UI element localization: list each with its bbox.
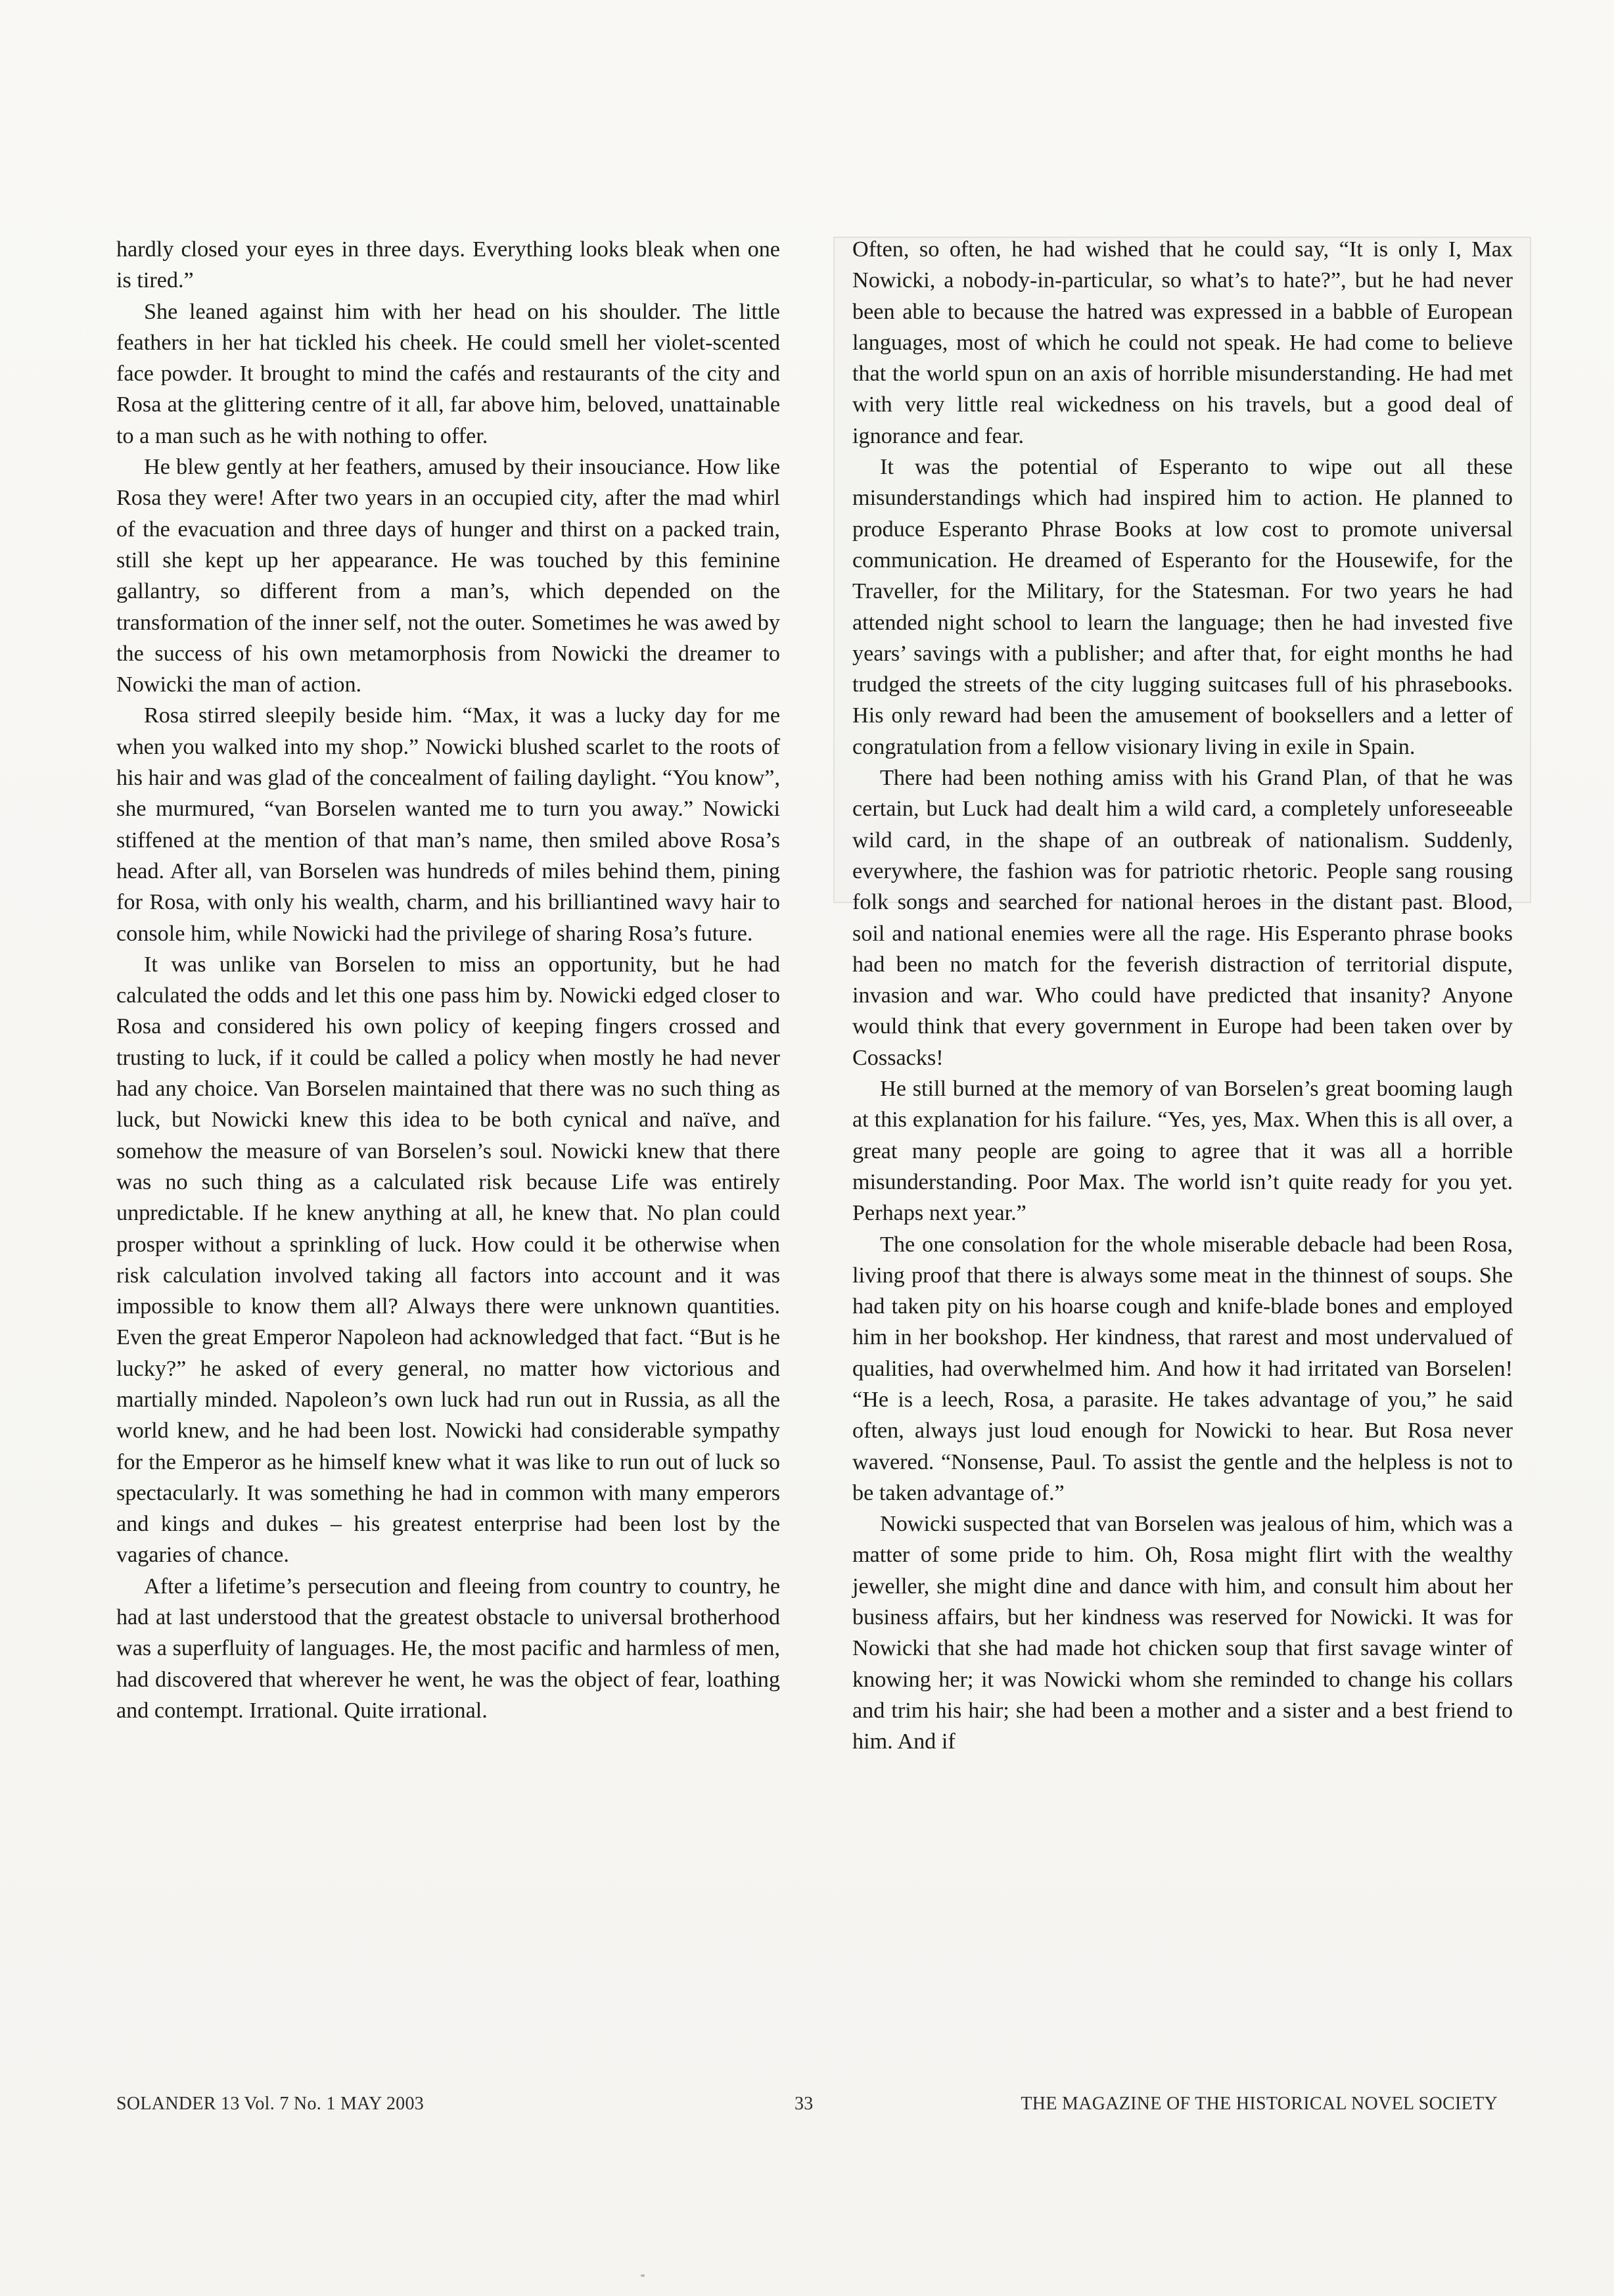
scan-speck	[641, 2274, 645, 2277]
right-paragraph-3: There had been nothing amiss with his Grand Plan, of that he was certain, but Luck had dealt him a wild card, a completely unforeseeable wild card, in the shape of an outbreak of nationalism. Suddenly, everywhere, the fashion was for patriotic rhetoric. People sang rousing folk songs and searched for national heroes in the distant past. Blood, soil and national enemies were all the rage. His Esperanto phrase books had been no match for the feverish distraction of territorial dispute, invasion and war. Who could have predicted that insanity? Anyone would think that every government in Europe had been taken over by Cossacks!	[852, 766, 1513, 1070]
right-paragraph-1: Often, so often, he had wished that he could say, “It is only I, Max Nowicki, a nobody-in-particular, so what’s to hate?”, but he had never been able to because the hatred was expressed in a babble of European languages, most of which he could not speak. He had come to believe that the world spun on an axis of horrible misunderstanding. He had met with very little real wickedness on his travels, but a good deal of ignorance and fear.	[852, 237, 1513, 448]
left-paragraph-2: She leaned against him with her head on his shoulder. The little feathers in her hat tickled his cheek. He could smell her violet-scented face powder. It brought to mind the cafés and restaurants of the city and Rosa at the glittering centre of it all, far above him, beloved, unattainable to a man such as he with nothing to offer.	[116, 299, 780, 448]
right-column	[852, 234, 1513, 1758]
footer-issue-info: SOLANDER 13 Vol. 7 No. 1 MAY 2003	[116, 2094, 425, 2114]
right-paragraph-4: He still burned at the memory of van Borselen’s great booming laugh at this explanation for his failure. “Yes, yes, Max. When this is all over, a great many people are going to agree that it was all a horrible misunderstanding. Poor Max. The world isn’t quite ready for you yet. Perhaps next year.”	[852, 1077, 1513, 1226]
right-paragraph-6: Nowicki suspected that van Borselen was jealous of him, which was a matter of some pride to him. Oh, Rosa might flirt with the wealthy jeweller, she might dine and dance with him, and consult him about her business affairs, but her kindness was reserved for Nowicki. It was for Nowicki that she had made hot chicken soup that first savage winter of knowing her; it was Nowicki whom she reminded to change his collars and trim his hair; she had been a mother and a sister and a best friend to him. And if	[852, 1512, 1513, 1754]
page-footer	[116, 2091, 1498, 2117]
footer-page-number: 33	[795, 2094, 814, 2114]
right-paragraph-2: It was the potential of Esperanto to wipe out all these misunderstandings which had inspired him to action. He planned to produce Esperanto Phrase Books at low cost to promote universal communication. He dreamed of Esperanto for the Housewife, for the Traveller, for the Military, for the Statesman. For two years he had attended night school to learn the language; then he had invested five years’ savings with a publisher; and after that, for eight months he had trudged the streets of the city lugging suitcases full of his phrasebooks. His only reward had been the amusement of booksellers and a letter of congratulation from a fellow visionary living in exile in Spain.	[852, 455, 1513, 759]
left-paragraph-5: It was unlike van Borselen to miss an opportunity, but he had calculated the odds and let this one pass him by. Nowicki edged closer to Rosa and considered his own policy of keeping fingers crossed and trusting to luck, if it could be called a policy when mostly he had never had any choice. Van Borselen maintained that there was no such thing as luck, but Nowicki knew this idea to be both cynical and naïve, and somehow the measure of van Borselen’s soul. Nowicki knew that there was no such thing as a calculated risk because Life was entirely unpredictable. If he knew anything at all, he knew that. No plan could prosper without a sprinkling of luck. How could it be otherwise when risk calculation involved taking all factors into account and it was impossible to know them all? Always there were unknown quantities. Even the great Emperor Napoleon had acknowledged that fact. “But is he lucky?” he asked of every general, no matter how victorious and martially minded. Napoleon’s own luck had run out in Russia, as all the world knew, and he had been lost. Nowicki had considerable sympathy for the Emperor as he himself knew what it was like to run out of luck so spectacularly. It was something he had in common with many emperors and kings and dukes – his greatest enterprise had been lost by the vagaries of chance.	[116, 952, 780, 1568]
left-column	[116, 234, 780, 1726]
left-paragraph-6: After a lifetime’s persecution and fleeing from country to country, he had at last understood that the greatest obstacle to universal brotherhood was a superfluity of languages. He, the most pacific and harmless of men, had discovered that wherever he went, he was the object of fear, loathing and contempt. Irrational. Quite irrational.	[116, 1574, 780, 1723]
left-paragraph-4: Rosa stirred sleepily beside him. “Max, it was a lucky day for me when you walked into my shop.” Nowicki blushed scarlet to the roots of his hair and was glad of the concealment of failing daylight. “You know”, she murmured, “van Borselen wanted me to turn you away.” Nowicki stiffened at the mention of that man’s name, then smiled above Rosa’s head. After all, van Borselen was hundreds of miles behind them, pining for Rosa, with only his wealth, charm, and his brilliantined wavy hair to console him, while Nowicki had the privilege of sharing Rosa’s future.	[116, 703, 780, 946]
footer-magazine-title: THE MAGAZINE OF THE HISTORICAL NOVEL SOCIETY	[1021, 2094, 1498, 2114]
right-paragraph-5: The one consolation for the whole miserable debacle had been Rosa, living proof that there is always some meat in the thinnest of soups. She had taken pity on his hoarse cough and knife-blade bones and employed him in her bookshop. Her kindness, that rarest and most undervalued of qualities, had overwhelmed him. And how it had irritated van Borselen! “He is a leech, Rosa, a parasite. He takes advantage of you,” he said often, always just loud enough for Nowicki to hear. But Rosa never wavered. “Nonsense, Paul. To assist the gentle and the helpless is not to be taken advantage of.”	[852, 1232, 1513, 1505]
left-paragraph-1: hardly closed your eyes in three days. Everything looks bleak when one is tired.”	[116, 237, 780, 293]
left-paragraph-3: He blew gently at her feathers, amused by their insouciance. How like Rosa they were! After two years in an occupied city, after the mad whirl of the evacuation and three days of hunger and thirst on a packed train, still she kept up her appearance. He was touched by this feminine gallantry, so different from a man’s, which depended on the transformation of the inner self, not the outer. Sometimes he was awed by the success of his own metamorphosis from Nowicki the dreamer to Nowicki the man of action.	[116, 455, 780, 697]
